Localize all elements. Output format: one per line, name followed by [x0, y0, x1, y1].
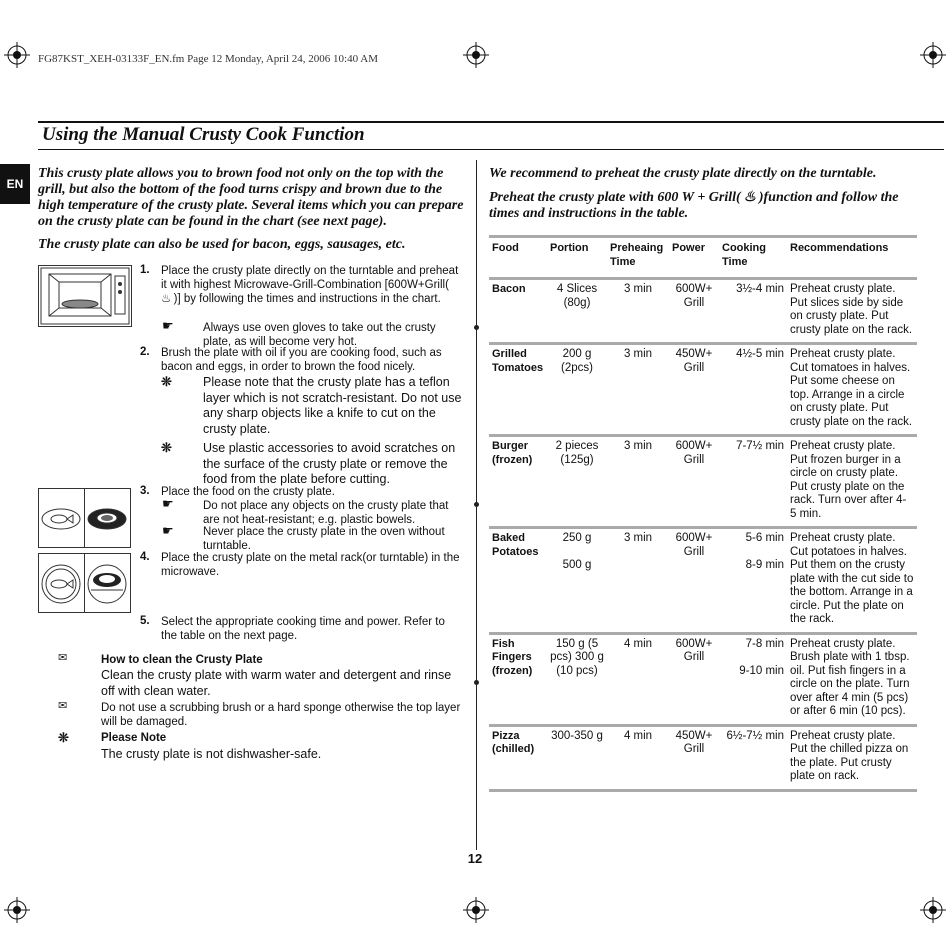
cell-power: 600W+ Grill: [675, 532, 713, 558]
pointing-hand-icon: ☛: [162, 318, 174, 333]
cell-portion: 2 pieces (125g): [555, 440, 599, 466]
cell-food: Bacon: [492, 283, 526, 295]
header-recommendations: Recommendations: [790, 242, 889, 254]
step-5-text: Select the appropriate cooking time and power. Refer to the table on the next page.: [161, 616, 445, 642]
info-note-plastic: Use plastic accessories to avoid scratches on the surface of the crusty plate or remove the food from the plate before cutting.: [203, 441, 456, 486]
registration-mark-top-left: [4, 42, 30, 68]
cell-power: 600W+ Grill: [675, 637, 713, 663]
file-header-line: FG87KST_XEH-03133F_EN.fm Page 12 Monday, April 24, 2006 10:40 AM: [38, 53, 378, 65]
table-row: [489, 528, 917, 634]
header-power: Power: [672, 242, 706, 254]
table-row: [489, 436, 917, 528]
cell-cooking: 7-7½ min: [736, 440, 784, 452]
info-note-teflon: Please note that the crusty plate has a teflon layer which is not scratch-resistant. Do not use any sharp objects like a knife to cut on the crusty plate.: [203, 375, 462, 436]
cell-preheat: 4 min: [623, 637, 653, 650]
header-food: Food: [492, 242, 519, 254]
snowflake-note-icon: ❊: [58, 730, 69, 745]
cell-power: 450W+ Grill: [675, 729, 713, 755]
header-portion: Portion: [550, 242, 589, 254]
header-preheat-time: Preheaing Time: [610, 242, 664, 268]
cell-cooking: 7-8 min 9-10 min: [739, 637, 784, 677]
registration-mark-top-right: [920, 42, 946, 68]
please-note-heading: Please Note: [101, 732, 167, 744]
cell-food: Fish Fingers (frozen): [492, 637, 533, 677]
registration-mark-bottom-right: [920, 897, 946, 923]
cell-preheat: 3 min: [623, 283, 653, 295]
hand-note-gloves: Always use oven gloves to take out the crusty plate, as will become very hot.: [203, 322, 436, 348]
cell-food: Burger (frozen): [492, 440, 533, 466]
hand-note-turntable: Never place the crusty plate in the oven without turntable.: [203, 526, 445, 552]
registration-mark-top-center: [463, 42, 489, 68]
scrub-warning: Do not use a scrubbing brush or a hard sponge otherwise the top layer will be damaged.: [101, 702, 461, 728]
separator-dot: [474, 680, 479, 685]
plate-on-turntable-illustration: [84, 553, 131, 613]
cell-power: 600W+ Grill: [675, 440, 713, 466]
cell-portion: 250 g 500 g: [562, 532, 592, 571]
cell-preheat: 3 min: [623, 440, 653, 452]
page-number: 12: [467, 851, 483, 866]
cell-recommendation: Preheat crusty plate. Brush plate with 1 tbsp. oil. Put fish fingers in a circle on the plate. Turn over after 4 min (5 pcs) or after 6 min (10 pcs).: [790, 637, 910, 717]
language-tab: EN: [0, 164, 30, 204]
header-cooking-time: Cooking Time: [722, 242, 766, 268]
registration-mark-bottom-left: [4, 897, 30, 923]
title-top-rule: [38, 121, 944, 123]
hand-note-heat-resistant: Do not place any objects on the crusty plate that are not heat-resistant; e.g. plastic bowels.: [203, 500, 449, 526]
cell-food: Baked Potatoes: [492, 532, 539, 558]
pointing-hand-icon: ☛: [162, 496, 174, 511]
cell-cooking: 4½-5 min: [736, 348, 784, 360]
plate-fish-illustration-3: [38, 553, 85, 613]
table-row: [489, 633, 917, 725]
step-4-text: Place the crusty plate on the metal rack(or turntable) in the microwave.: [161, 552, 460, 578]
cooking-table: [489, 235, 917, 792]
table-row: [489, 725, 917, 790]
step-3-text: Place the food on the crusty plate.: [161, 486, 335, 498]
cell-cooking: 3½-4 min: [736, 283, 784, 295]
step-1-number: 1.: [140, 264, 150, 276]
left-intro-second: The crusty plate can also be used for bacon, eggs, sausages, etc.: [38, 237, 406, 252]
title-bottom-rule: [38, 149, 944, 150]
cell-food: Grilled Tomatoes: [492, 348, 544, 374]
snowflake-note-icon: ❊: [161, 374, 172, 389]
registration-mark-bottom-center: [463, 897, 489, 923]
plate-fish-illustration-1: [38, 488, 85, 548]
clean-heading: How to clean the Crusty Plate: [101, 654, 263, 666]
table-header-row: [489, 237, 917, 279]
microwave-illustration: [38, 265, 132, 327]
cell-preheat: 3 min: [623, 348, 653, 360]
right-intro-first: We recommend to preheat the crusty plate directly on the turntable.: [489, 166, 877, 181]
snowflake-note-icon: ❊: [161, 440, 172, 455]
table-row: [489, 344, 917, 436]
step-2-text: Brush the plate with oil if you are cooking food, such as bacon and eggs, in order to brown the food nicely.: [161, 347, 442, 373]
pointing-hand-icon: ☛: [162, 523, 174, 538]
step-5-number: 5.: [140, 615, 150, 627]
cell-recommendation: Preheat crusty plate. Put frozen burger in a circle on crusty plate. Put crusty plate on the rack. Turn over after 4- 5 min.: [790, 440, 907, 520]
step-4-number: 4.: [140, 551, 150, 563]
cell-recommendation: Preheat crusty plate. Put the chilled pizza on the plate. Put crusty plate on rack.: [790, 729, 909, 782]
step-3-number: 3.: [140, 485, 150, 497]
cell-recommendation: Preheat crusty plate. Cut tomatoes in halves. Put some cheese on top. Arrange in a circle on crusty plate. Put crusty plate on the rack.: [790, 348, 913, 428]
left-intro-paragraph: This crusty plate allows you to brown food not only on the top with the grill, but also the bottom of the food turns crispy and brown due to the high temperature of the crusty plate. Several items which you can prepare on the crusty plate can be found in the chart (see next page).: [38, 166, 464, 229]
page-title: Using the Manual Crusty Cook Function: [42, 124, 365, 145]
plate-food-illustration-2: [84, 488, 131, 548]
cell-preheat: 4 min: [623, 729, 653, 742]
cell-portion: 4 Slices (80g): [556, 283, 598, 309]
cell-portion: 150 g (5 pcs) 300 g (10 pcs): [550, 637, 604, 677]
cell-recommendation: Preheat crusty plate. Put slices side by side on crusty plate. Put crusty plate on the rack.: [790, 283, 913, 336]
separator-dot: [474, 502, 479, 507]
cell-portion: 200 g (2pcs): [561, 348, 593, 374]
envelope-note-icon: ✉: [58, 700, 68, 712]
envelope-note-icon: ✉: [58, 652, 68, 664]
please-note-text: The crusty plate is not dishwasher-safe.: [101, 747, 322, 761]
cell-portion: 300-350 g: [551, 729, 603, 742]
cell-cooking: 5-6 min 8-9 min: [745, 532, 784, 571]
cell-food: Pizza (chilled): [492, 729, 535, 755]
right-intro-second: Preheat the crusty plate with 600 W + Grill( ♨ )function and follow the times and instructions in the table.: [489, 190, 899, 221]
cell-cooking: 6½-7½ min: [726, 729, 784, 742]
table-row: [489, 279, 917, 344]
cell-power: 600W+ Grill: [675, 283, 713, 309]
cell-power: 450W+ Grill: [675, 348, 713, 374]
step-1-text: Place the crusty plate directly on the turntable and preheat it with highest Microwave-Grill-Combination [600W+Grill( ♨ )] by following the times and instructions in the chart.: [161, 265, 459, 305]
cell-recommendation: Preheat crusty plate. Cut potatoes in halves. Put them on the crusty plate with the cut side to the bottom. Arrange in a circle. Put the plate on the rack.: [790, 532, 914, 625]
clean-text: Clean the crusty plate with warm water and detergent and rinse off with clean water.: [101, 668, 452, 698]
cell-preheat: 3 min: [623, 532, 653, 544]
step-2-number: 2.: [140, 346, 150, 358]
separator-dot: [474, 325, 479, 330]
